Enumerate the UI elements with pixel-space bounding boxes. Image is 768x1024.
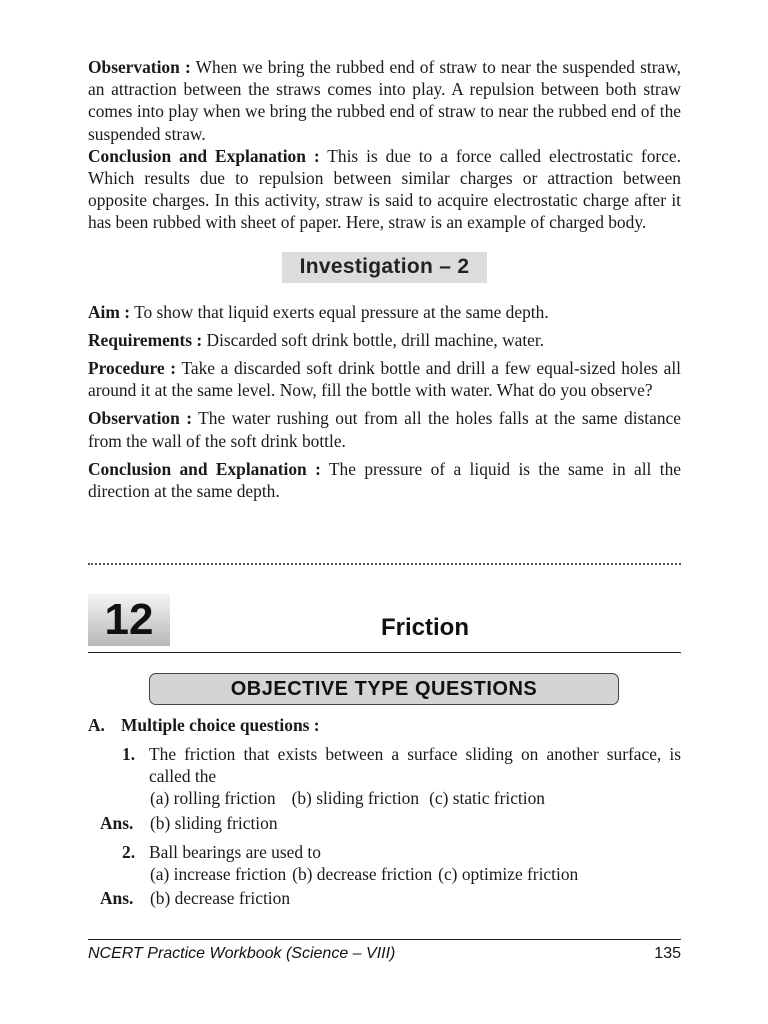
chapter-rule [88,652,681,653]
dotted-separator [88,563,681,565]
procedure-paragraph [88,357,681,401]
top-observation-text: When we bring the rubbed end of straw to near the suspended straw, an attraction between the straws comes into play. A repulsion between both straw comes into play when we bring the rubbed end of straw to near the rubbed end of the suspended straw. [88,57,681,144]
footer-book-title: NCERT Practice Workbook (Science – VIII) [88,945,396,962]
question-1-option-c: (c) static friction [429,788,545,809]
questions-section [88,714,681,909]
question-1-options [88,787,681,809]
procedure-text: Take a discarded soft drink bottle and drill a few equal-sized holes all around it at the same level. Now, fill the bottle with water. What do you observe? [88,358,681,401]
requirements-text: Discarded soft drink bottle, drill machine, water. [202,329,545,350]
top-conclusion-paragraph [88,145,681,234]
top-observation-paragraph [88,56,681,145]
procedure-label: Procedure : [88,358,177,379]
question-1-number: 1. [122,744,136,764]
chapter-number: 12 [88,594,170,646]
question-2 [88,841,681,863]
aim-label: Aim : [88,301,131,322]
investigation-observation-label: Observation : [88,408,193,429]
investigation-heading-wrap [88,252,681,283]
question-2-option-a: (a) increase friction [150,864,287,885]
question-1-answer-text: (b) sliding friction [150,812,278,833]
question-2-number: 2. [122,841,136,862]
investigation-observation-text: The water rushing out from all the holes falls at the same distance from the wall of the soft drink bottle. [88,408,681,451]
question-1 [88,743,681,787]
page-body [88,56,681,502]
top-conclusion-text: This is due to a force called electrostatic force. Which results due to repulsion between similar charges or attraction between opposite charges. In this activity, straw is said to acquire electrostatic charge after it has been rubbed with sheet of paper. Here, straw is an example of charged body. [88,145,681,233]
aim-paragraph [88,301,681,323]
requirements-paragraph [88,329,681,351]
question-1-answer [88,812,681,834]
page-number: 135 [654,945,681,962]
top-conclusion-label: Conclusion and Explanation : [88,145,320,166]
investigation-conclusion-paragraph [88,458,681,502]
question-2-option-c: (c) optimize friction [438,864,579,885]
question-1-text: The friction that exists between a surface sliding on another surface, is called the [149,744,681,787]
question-2-text: Ball bearings are used to [149,841,321,862]
investigation-title: Investigation – 2 [282,252,488,283]
investigation-conclusion-label: Conclusion and Explanation : [88,458,321,479]
question-1-answer-label: Ans. [100,812,134,833]
section-letter: A. [88,715,105,735]
footer-rule [88,939,681,940]
question-1-option-a: (a) rolling friction [150,788,276,809]
question-1-option-b: (b) sliding friction [291,788,420,809]
section-heading [88,714,681,736]
question-2-options [88,863,681,885]
aim-text: To show that liquid exerts equal pressure at the same depth. [130,301,549,322]
objective-heading: OBJECTIVE TYPE QUESTIONS [149,673,619,705]
section-title: Multiple choice questions : [121,715,320,735]
chapter-title: Friction [381,614,469,641]
question-2-answer-text: (b) decrease friction [150,888,291,909]
question-2-answer-label: Ans. [100,888,134,909]
question-2-option-b: (b) decrease friction [292,864,433,885]
page-footer [88,945,681,963]
requirements-label: Requirements : [88,329,203,350]
question-2-answer [88,887,681,909]
top-observation-label: Observation : [88,57,191,77]
investigation-observation-paragraph [88,407,681,451]
investigation-conclusion-text: The pressure of a liquid is the same in all the direction at the same depth. [88,458,681,502]
